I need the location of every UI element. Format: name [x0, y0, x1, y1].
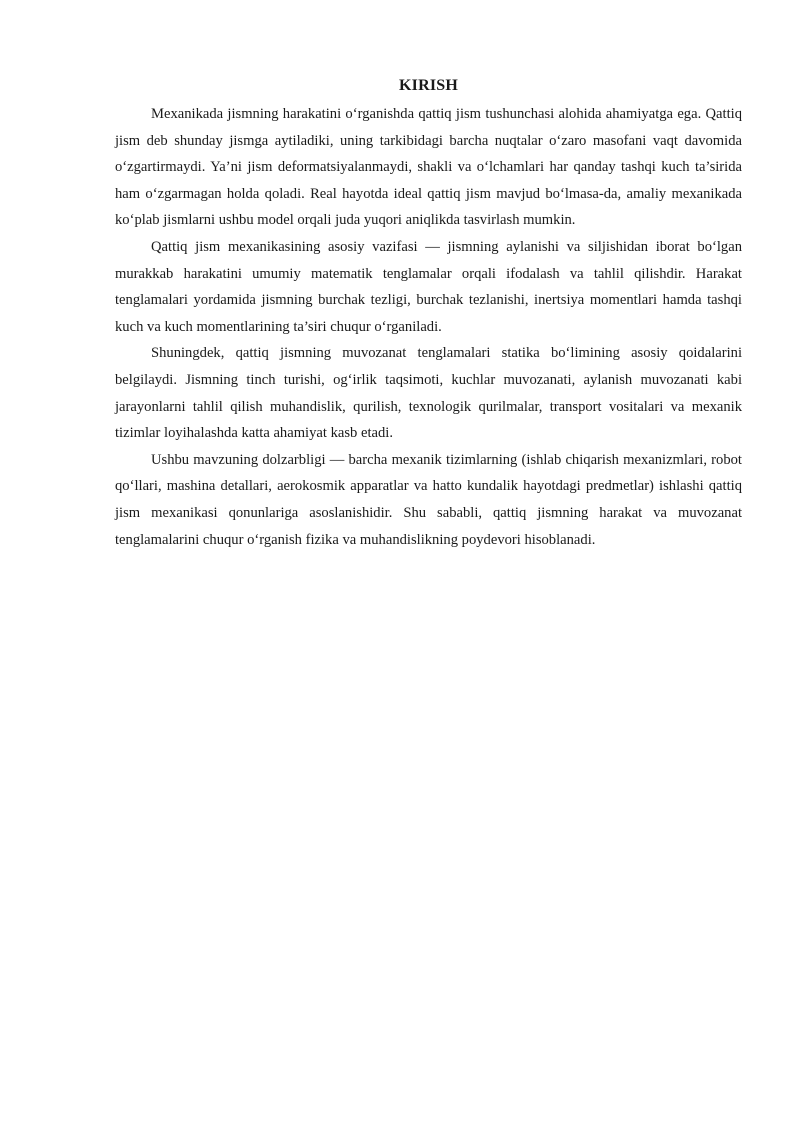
document-body	[115, 74, 742, 553]
paragraph-4: Ushbu mavzuning dolzarbligi — barcha mexanik tizimlarning (ishlab chiqarish mexanizmlari, robot qoʻllari, mashina detallari, aerokosmik apparatlar va hatto kundalik hayotdagi predmetlar) ishlashi qattiq jism mexanikasi qonunlariga asoslanishidir. Shu sababli, qattiq jismning harakat va muvozanat tenglamalarini chuqur oʻrganish fizika va muhandislikning poydevori hisoblanadi.	[115, 451, 742, 548]
section-title: KIRISH	[399, 77, 458, 94]
paragraph-1: Mexanikada jismning harakatini oʻrganishda qattiq jism tushunchasi alohida ahamiyatga ega. Qattiq jism deb shunday jismga aytiladiki, uning tarkibidagi barcha nuqtalar oʻzaro masofani vaqt davomida oʻzgartirmaydi. Ya’ni jism deformatsiyalanmaydi, shakli va oʻlchamlari har qanday tashqi kuch ta’sirida ham oʻzgarmagan holda qoladi. Real hayotda ideal qattiq jism mavjud boʻlmasa-da, amaliy mexanikada koʻplab jismlarni ushbu model orqali juda yuqori aniqlikda tasvirlash mumkin.	[115, 106, 742, 229]
paragraph-3: Shuningdek, qattiq jismning muvozanat tenglamalari statika boʻlimining asosiy qoidalarini belgilaydi. Jismning tinch turishi, ogʻirlik taqsimoti, kuchlar muvozanati, aylanish muvozanati kabi jarayonlarni tahlil qilish muhandislik, qurilish, texnologik qurilmalar, transport vositalari va mexanik tizimlar loyihalashda katta ahamiyat kasb etadi.	[115, 345, 742, 442]
paragraph-2: Qattiq jism mexanikasining asosiy vazifasi — jismning aylanishi va siljishidan iborat boʻlgan murakkab harakatini umumiy matematik tenglamalar orqali ifodalash va tahlil qilishdir. Harakat tenglamalari yordamida jismning burchak tezligi, burchak tezlanishi, inertsiya momentlari hamda tashqi kuch va kuch momentlarining ta’siri chuqur oʻrganiladi.	[115, 238, 742, 335]
